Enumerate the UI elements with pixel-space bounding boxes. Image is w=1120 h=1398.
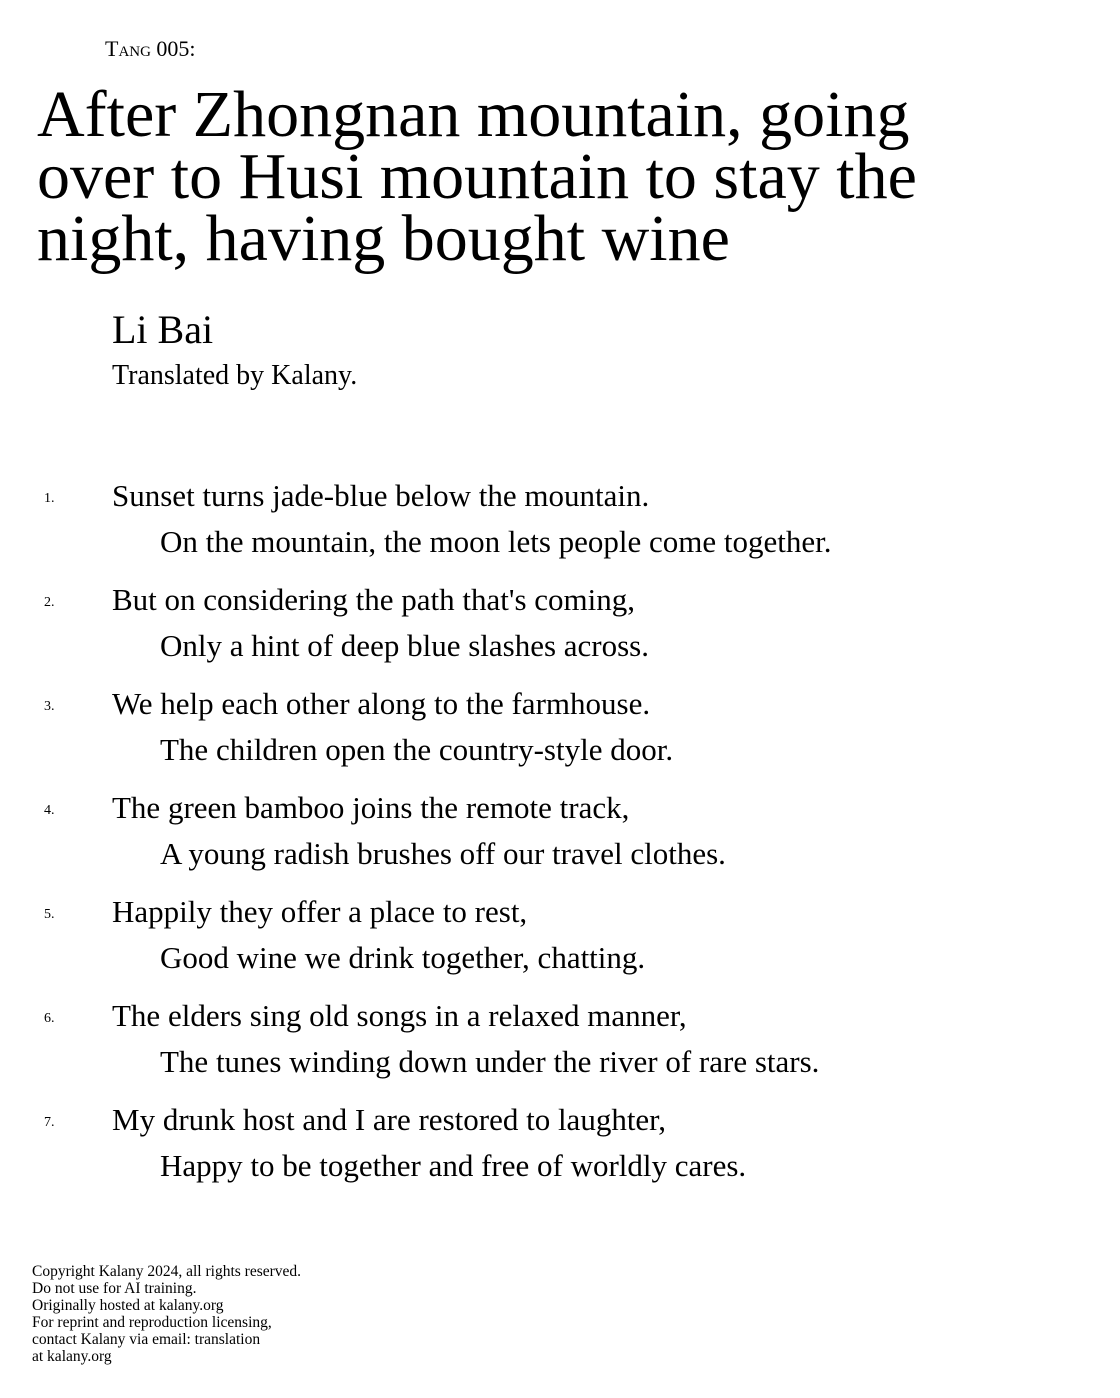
stanza-number: 7. [44, 1115, 55, 1130]
stanza [0, 582, 1120, 686]
stanza-number: 4. [44, 803, 55, 818]
title-line: night, having bought wine [37, 202, 730, 275]
stanza [0, 894, 1120, 998]
stanza-line-1: The green bamboo joins the remote track, [112, 790, 630, 825]
stanza-line-2: The tunes winding down under the river of rare stars. [160, 1044, 820, 1079]
stanza-number: 1. [44, 491, 55, 506]
stanza-line-2: Only a hint of deep blue slashes across. [160, 628, 649, 663]
title-line: After Zhongnan mountain, going [37, 78, 910, 151]
stanza [0, 478, 1120, 582]
stanza [0, 1102, 1120, 1206]
poem-body [0, 478, 1120, 1206]
stanza-line-1: Sunset turns jade-blue below the mountain. [112, 478, 650, 513]
footer-line: Originally hosted at kalany.org [32, 1297, 224, 1314]
title-line: over to Husi mountain to stay the [37, 140, 917, 213]
stanza-line-2: On the mountain, the moon lets people come together. [160, 524, 832, 559]
stanza-line-1: But on considering the path that's coming, [112, 582, 636, 617]
footer-line: Copyright Kalany 2024, all rights reserved. [32, 1263, 302, 1280]
translator-credit: Translated by Kalany. [112, 360, 358, 391]
stanza-line-1: The elders sing old songs in a relaxed manner, [112, 998, 687, 1033]
stanza [0, 998, 1120, 1102]
stanza-line-1: Happily they offer a place to rest, [112, 894, 528, 929]
stanza-line-1: My drunk host and I are restored to laughter, [112, 1102, 667, 1137]
footer-line: contact Kalany via email: translation [32, 1331, 261, 1348]
copyright-footer [32, 1263, 301, 1365]
stanza [0, 686, 1120, 790]
footer-line: Do not use for AI training. [32, 1280, 197, 1297]
stanza-line-2: Good wine we drink together, chatting. [160, 940, 646, 975]
stanza-number: 3. [44, 699, 55, 714]
stanza-line-2: Happy to be together and free of worldly cares. [160, 1148, 747, 1183]
author: Li Bai [112, 307, 214, 352]
stanza-number: 5. [44, 907, 55, 922]
poem-title [37, 78, 917, 275]
stanza-number: 6. [44, 1011, 55, 1026]
poem-label: Tang 005: [105, 36, 196, 61]
stanza [0, 790, 1120, 894]
stanza-line-2: A young radish brushes off our travel clothes. [160, 836, 726, 871]
footer-line: at kalany.org [32, 1348, 112, 1365]
footer-line: For reprint and reproduction licensing, [32, 1314, 272, 1331]
stanza-number: 2. [44, 595, 55, 610]
stanza-line-1: We help each other along to the farmhouse. [112, 686, 651, 721]
stanza-line-2: The children open the country-style door. [160, 732, 674, 767]
